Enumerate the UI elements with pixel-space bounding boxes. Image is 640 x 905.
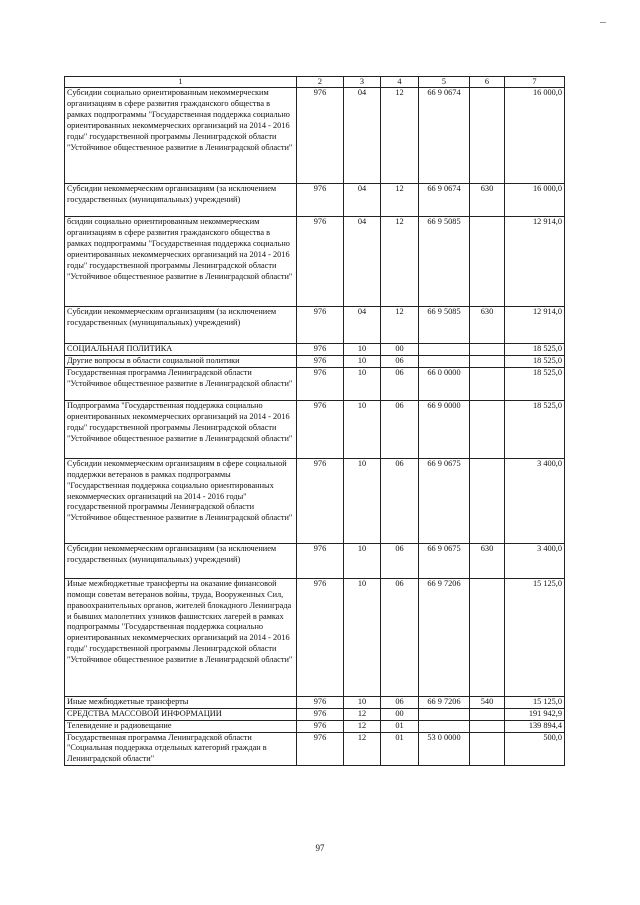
cell-vr <box>470 708 505 720</box>
table-row <box>65 367 565 400</box>
cell-sum: 3 400,0 <box>505 458 565 543</box>
cell-pr: 00 <box>381 344 419 356</box>
table-row <box>65 578 565 696</box>
cell-pr: 06 <box>381 458 419 543</box>
cell-name: Иные межбюджетные трансферты <box>65 696 297 708</box>
page-number: 97 <box>315 843 325 853</box>
cell-vr: 630 <box>470 543 505 578</box>
cell-sum: 16 000,0 <box>505 88 565 184</box>
cell-rz: 10 <box>344 578 381 696</box>
cell-sum: 15 125,0 <box>505 578 565 696</box>
cell-rz: 12 <box>344 708 381 720</box>
cell-csr: 66 9 0674 <box>419 184 470 217</box>
cell-sum: 15 125,0 <box>505 696 565 708</box>
cell-grbs: 976 <box>297 355 344 367</box>
cell-pr: 12 <box>381 184 419 217</box>
cell-pr: 12 <box>381 217 419 307</box>
cell-grbs: 976 <box>297 184 344 217</box>
header-cell: 1 <box>65 77 297 88</box>
cell-vr <box>470 400 505 458</box>
header-cell: 7 <box>505 77 565 88</box>
cell-csr <box>419 355 470 367</box>
cell-csr: 66 9 5085 <box>419 307 470 344</box>
cell-grbs: 976 <box>297 732 344 766</box>
cell-vr <box>470 344 505 356</box>
cell-rz: 04 <box>344 307 381 344</box>
cell-sum: 191 942,9 <box>505 708 565 720</box>
cell-csr: 66 9 5085 <box>419 217 470 307</box>
cell-vr <box>470 720 505 732</box>
cell-vr <box>470 355 505 367</box>
table-row <box>65 400 565 458</box>
cell-sum: 18 525,0 <box>505 367 565 400</box>
cell-pr: 06 <box>381 578 419 696</box>
cell-csr: 66 9 0674 <box>419 88 470 184</box>
cell-sum: 12 914,0 <box>505 217 565 307</box>
table-row <box>65 307 565 344</box>
cell-name: Подпрограмма "Государственная поддержка социально ориентированных некоммерческих организаций на 2014 - 2016 годы" государственной программы Ленинградской области "Устойчивое общественное развитие в Ленинградской области" <box>65 400 297 458</box>
cell-vr <box>470 578 505 696</box>
cell-pr: 12 <box>381 307 419 344</box>
cell-pr: 06 <box>381 367 419 400</box>
scan-mark <box>600 22 606 23</box>
cell-sum: 16 000,0 <box>505 184 565 217</box>
header-cell: 3 <box>344 77 381 88</box>
cell-vr <box>470 88 505 184</box>
cell-name: Субсидии некоммерческим организациям (за исключением государственных (муниципальных) учреждений) <box>65 184 297 217</box>
cell-grbs: 976 <box>297 543 344 578</box>
cell-name: Государственная программа Ленинградской области "Социальная поддержка отдельных категорий граждан в Ленинградской области" <box>65 732 297 766</box>
cell-csr <box>419 708 470 720</box>
cell-sum: 139 894,4 <box>505 720 565 732</box>
cell-name: Субсидии социально ориентированным некоммерческим организациям в сфере развития гражданского общества в рамках подпрограммы "Государственная поддержка социально ориентированных некоммерческих организаций на 2014 - 2016 годы" государственной программы Ленинградской области "Устойчивое общественное развитие в Ленинградской области" <box>65 88 297 184</box>
table-row <box>65 696 565 708</box>
cell-csr: 66 9 0000 <box>419 400 470 458</box>
table-row <box>65 543 565 578</box>
cell-name: Иные межбюджетные трансферты на оказание финансовой помощи советам ветеранов войны, труда, Вооруженных Сил, правоохранительных органов, жителей блокадного Ленинграда и бывших малолетних узников фашистских лагерей в рамках подпрограммы "Государственная поддержка социально ориентированных некоммерческих организаций на 2014 - 2016 годы" государственной программы Ленинградской области "Устойчивое общественное развитие в Ленинградской области" <box>65 578 297 696</box>
header-cell: 2 <box>297 77 344 88</box>
cell-pr: 12 <box>381 88 419 184</box>
table-row <box>65 184 565 217</box>
cell-rz: 10 <box>344 543 381 578</box>
cell-grbs: 976 <box>297 88 344 184</box>
cell-grbs: 976 <box>297 578 344 696</box>
cell-vr: 630 <box>470 184 505 217</box>
cell-vr: 540 <box>470 696 505 708</box>
cell-pr: 00 <box>381 708 419 720</box>
cell-vr <box>470 732 505 766</box>
cell-csr: 66 0 0000 <box>419 367 470 400</box>
header-cell: 5 <box>419 77 470 88</box>
cell-grbs: 976 <box>297 720 344 732</box>
cell-vr: 630 <box>470 307 505 344</box>
cell-pr: 06 <box>381 355 419 367</box>
cell-rz: 12 <box>344 720 381 732</box>
cell-csr: 66 9 7206 <box>419 578 470 696</box>
cell-sum: 500,0 <box>505 732 565 766</box>
cell-grbs: 976 <box>297 696 344 708</box>
cell-pr: 06 <box>381 400 419 458</box>
table-row <box>65 344 565 356</box>
cell-vr <box>470 367 505 400</box>
cell-grbs: 976 <box>297 344 344 356</box>
cell-csr <box>419 344 470 356</box>
cell-rz: 10 <box>344 696 381 708</box>
cell-pr: 01 <box>381 732 419 766</box>
cell-grbs: 976 <box>297 458 344 543</box>
cell-vr <box>470 217 505 307</box>
cell-rz: 04 <box>344 217 381 307</box>
cell-grbs: 976 <box>297 217 344 307</box>
cell-name: Государственная программа Ленинградской области "Устойчивое общественное развитие в Ленинградской области" <box>65 367 297 400</box>
cell-sum: 18 525,0 <box>505 400 565 458</box>
cell-rz: 10 <box>344 355 381 367</box>
cell-rz: 12 <box>344 732 381 766</box>
cell-name: Субсидии некоммерческим организациям (за исключением государственных (муниципальных) учреждений) <box>65 307 297 344</box>
cell-vr <box>470 458 505 543</box>
cell-sum: 18 525,0 <box>505 355 565 367</box>
cell-name: Телевидение и радиовещание <box>65 720 297 732</box>
budget-table <box>64 76 565 766</box>
header-cell: 6 <box>470 77 505 88</box>
header-cell: 4 <box>381 77 419 88</box>
cell-name: Субсидии некоммерческим организациям (за исключением государственных (муниципальных) учреждений) <box>65 543 297 578</box>
cell-pr: 01 <box>381 720 419 732</box>
cell-sum: 12 914,0 <box>505 307 565 344</box>
cell-grbs: 976 <box>297 367 344 400</box>
table-header-row <box>65 77 565 88</box>
table-row <box>65 217 565 307</box>
cell-name: Другие вопросы в области социальной политики <box>65 355 297 367</box>
cell-name: Субсидии некоммерческим организациям в сфере социальной поддержки ветеранов в рамках подпрограммы "Государственная поддержка социально ориентированных некоммерческих организаций на 2014 - 2016 годы" государственной программы Ленинградской области "Устойчивое общественное развитие в Ленинградской области" <box>65 458 297 543</box>
cell-rz: 04 <box>344 184 381 217</box>
cell-pr: 06 <box>381 543 419 578</box>
table-row <box>65 88 565 184</box>
cell-rz: 10 <box>344 344 381 356</box>
cell-csr: 53 0 0000 <box>419 732 470 766</box>
cell-grbs: 976 <box>297 708 344 720</box>
cell-name: бсидии социально ориентированным некоммерческим организациям в сфере развития гражданского общества в рамках подпрограммы "Государственная поддержка социально ориентированных некоммерческих организаций на 2014 - 2016 годы" государственной программы Ленинградской области "Устойчивое общественное развитие в Ленинградской области" <box>65 217 297 307</box>
cell-sum: 3 400,0 <box>505 543 565 578</box>
table-row <box>65 708 565 720</box>
cell-grbs: 976 <box>297 400 344 458</box>
table-row <box>65 355 565 367</box>
cell-rz: 10 <box>344 367 381 400</box>
cell-name: СОЦИАЛЬНАЯ ПОЛИТИКА <box>65 344 297 356</box>
table-row <box>65 458 565 543</box>
cell-name: СРЕДСТВА МАССОВОЙ ИНФОРМАЦИИ <box>65 708 297 720</box>
table-row <box>65 732 565 766</box>
cell-rz: 04 <box>344 88 381 184</box>
cell-grbs: 976 <box>297 307 344 344</box>
cell-csr <box>419 720 470 732</box>
table-row <box>65 720 565 732</box>
cell-csr: 66 9 0675 <box>419 543 470 578</box>
cell-rz: 10 <box>344 400 381 458</box>
cell-csr: 66 9 0675 <box>419 458 470 543</box>
cell-sum: 18 525,0 <box>505 344 565 356</box>
cell-csr: 66 9 7206 <box>419 696 470 708</box>
cell-pr: 06 <box>381 696 419 708</box>
cell-rz: 10 <box>344 458 381 543</box>
